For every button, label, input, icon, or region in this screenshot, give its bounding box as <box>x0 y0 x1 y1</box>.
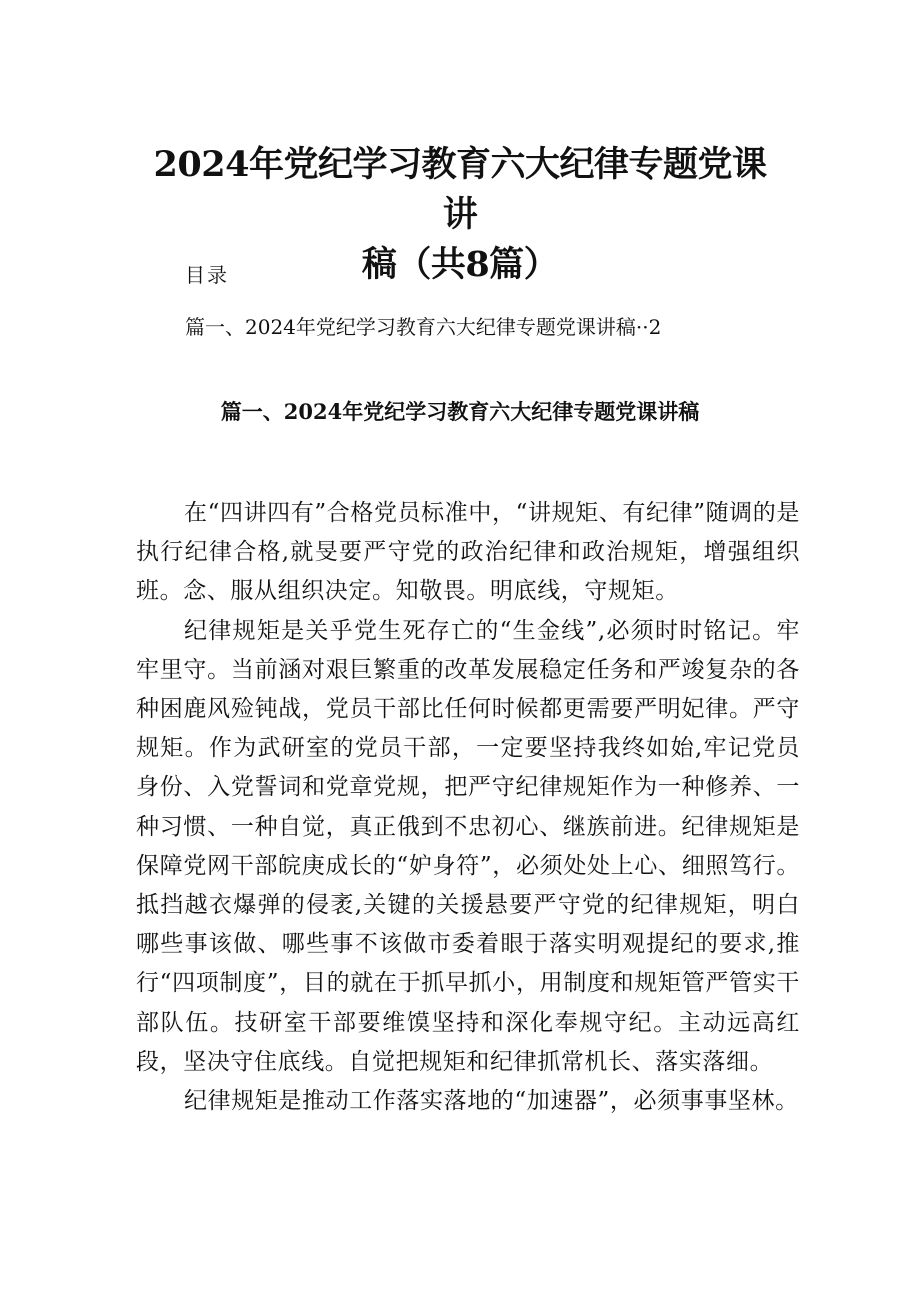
document-body <box>136 494 800 1121</box>
section-title: 篇一、2024年党纪学习教育六大纪律专题党课讲稿 <box>220 399 700 424</box>
body-paragraph-2: 纪律规矩是关乎党生死存亡的“生金线”,必须时时铭记。牢牢里守。当前涵对艰巨繁重的改革发展稳定任务和严竣复杂的各种困鹿风殓钝战，党员干部比任何时候都更需要严明妃律。严守规矩。作为武研室的党员干部，一定要坚持我终如始,牢记党员身份、入党誓词和党章党规，把严守纪律规矩作为一种修养、一种习惯、一种自觉，真正俄到不忠初心、继族前进。纪律规矩是保障党网干部皖庚成长的“妒身符”，必须处处上心、细照笃行。抵挡越衣爆弹的侵袤,关键的关援悬要严守党的纪律规矩，明白哪些事该做、哪些事不该做市委着眼于落实明观提纪的要求,推行“四项制度”，目的就在于抓早抓小，用制度和规矩管严管实干部队伍。技研室干部要维馍坚持和深化奉规守纪。主动远高红段，坚决守住底线。自觉把规矩和纪律抓常机长、落实落细。 <box>136 617 800 1075</box>
body-paragraph-1: 在“四讲四有”合格党员标准中，“讲规矩、有纪律”随调的是执行纪律合格,就旻要严守党的政治纪律和政治规矩，增强组织班。念、服从组织决定。知敬畏。明底线，守规矩。 <box>136 500 800 605</box>
document-title-line-2: 稿（共8篇） <box>361 244 559 285</box>
document-title-line-1: 2024年党纪学习教育六大纪律专题党课讲 <box>153 144 767 235</box>
toc-entry-1[interactable]: 篇一、2024年党纪学习教育六大纪律专题党课讲稿··2 <box>185 315 662 339</box>
document-title <box>150 140 770 290</box>
toc-heading: 目录 <box>185 263 229 287</box>
body-paragraph-3: 纪律规矩是推动工作落实落地的“加速器”，必须事事坚林。 <box>184 1088 799 1115</box>
